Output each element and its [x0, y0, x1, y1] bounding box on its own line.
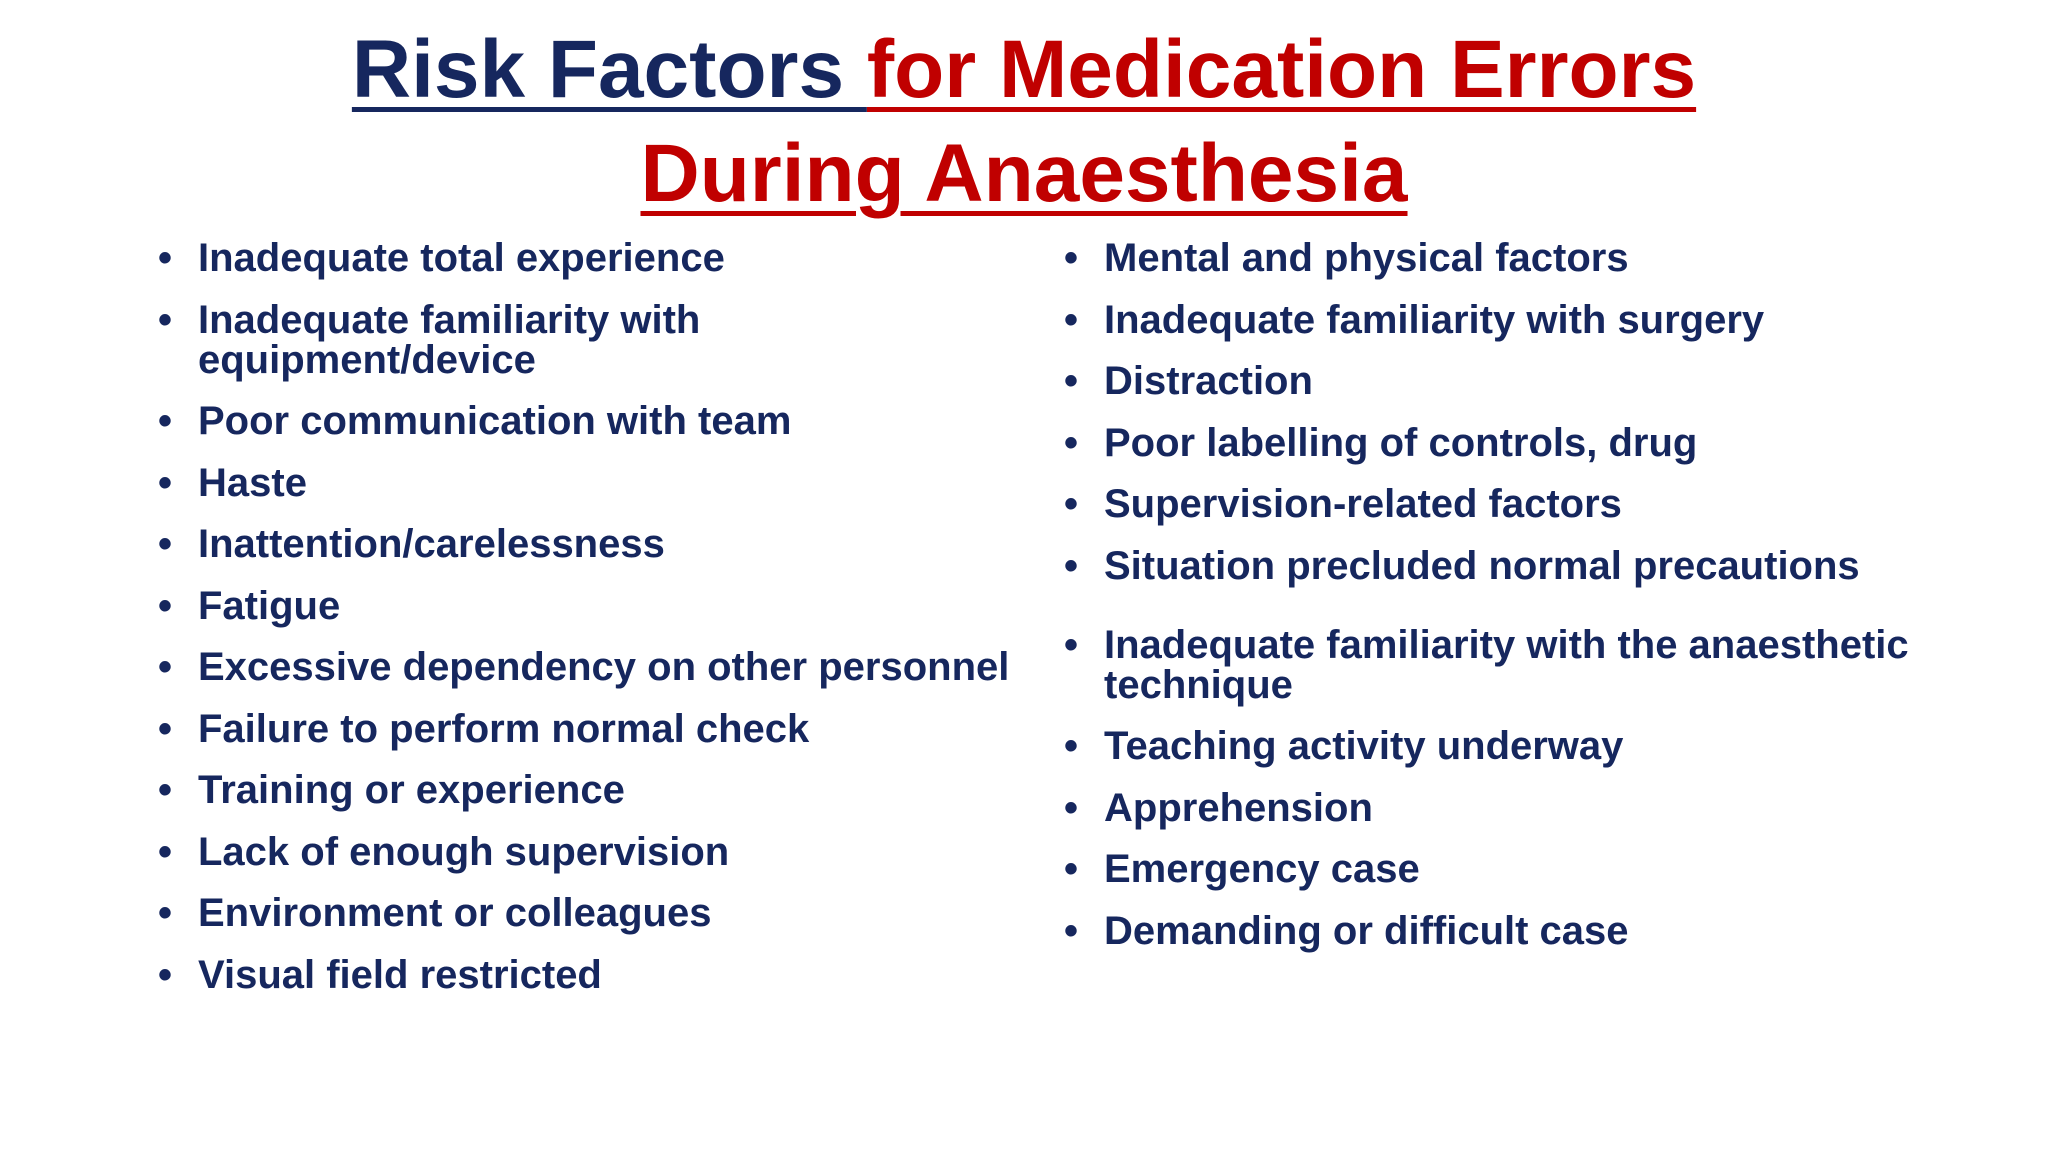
- list-item-text: Mental and physical factors: [1104, 236, 1629, 280]
- list-item: [1064, 726, 1994, 766]
- list-item: [1064, 849, 1994, 889]
- list-item-text: Failure to perform normal check: [198, 706, 810, 751]
- title-part-2: for Medication Errors: [866, 24, 1697, 115]
- list-item: [1064, 297, 1994, 342]
- list-item-text: Demanding or difficult case: [1104, 908, 1629, 953]
- bullet-icon: •: [158, 583, 173, 628]
- right-bullet-list: [1064, 238, 1994, 972]
- list-item-text: Poor communication with team: [198, 399, 792, 443]
- list-item-text: Visual field restricted: [198, 952, 602, 997]
- list-item: [158, 952, 1018, 997]
- bullet-icon: •: [1064, 236, 1079, 280]
- bullet-icon: •: [158, 460, 173, 505]
- list-item-text: Environment or colleagues: [198, 891, 712, 935]
- list-item-text: Poor labelling of controls, drug: [1104, 420, 1698, 465]
- bullet-icon: •: [1064, 908, 1079, 953]
- bullet-icon: •: [158, 706, 173, 751]
- bullet-icon: •: [1064, 420, 1079, 465]
- list-item: [1064, 238, 1994, 278]
- list-item: [1064, 908, 1994, 953]
- list-item-text: Apprehension: [1104, 785, 1373, 830]
- list-item-text: Excessive dependency on other personnel: [198, 645, 1010, 689]
- bullet-icon: •: [1064, 543, 1079, 588]
- list-item: [1064, 543, 1994, 588]
- bullet-icon: •: [1064, 724, 1079, 768]
- list-item: [1064, 785, 1994, 830]
- list-item: [158, 297, 1018, 382]
- list-item: [1064, 484, 1994, 524]
- bullet-icon: •: [158, 952, 173, 997]
- list-item: [158, 401, 1018, 441]
- list-item-text: Teaching activity underway: [1104, 724, 1624, 768]
- list-item: [158, 706, 1018, 751]
- bullet-icon: •: [1064, 785, 1079, 830]
- list-item-text: Distraction: [1104, 359, 1313, 403]
- title-line-2: During Anaesthesia: [640, 128, 1408, 219]
- list-item-text: Haste: [198, 460, 307, 505]
- list-item: [158, 893, 1018, 933]
- bullet-icon: •: [1064, 622, 1079, 667]
- bullet-icon: •: [158, 891, 173, 935]
- bullet-icon: •: [158, 236, 173, 280]
- list-item: [158, 647, 1018, 687]
- bullet-icon: •: [1064, 359, 1079, 403]
- list-item: [158, 583, 1018, 628]
- list-item-text: Inadequate familiarity with surgery: [1104, 297, 1765, 342]
- title-part-1: Risk Factors: [351, 24, 867, 115]
- bullet-icon: •: [158, 522, 173, 566]
- bullet-icon: •: [158, 829, 173, 874]
- list-item: [1064, 420, 1994, 465]
- list-item-text: Inadequate familiarity with the anaesthetic technique: [1104, 622, 1909, 707]
- list-item: [158, 460, 1018, 505]
- list-item-text: Situation precluded normal precautions: [1104, 543, 1860, 588]
- list-item-text: Inadequate familiarity with equipment/device: [198, 297, 701, 382]
- bullet-icon: •: [1064, 482, 1079, 526]
- list-item: [158, 770, 1018, 810]
- bullet-icon: •: [1064, 847, 1079, 891]
- bullet-icon: •: [1064, 297, 1079, 342]
- bullet-icon: •: [158, 297, 173, 342]
- list-item-text: Supervision-related factors: [1104, 482, 1622, 526]
- bullet-icon: •: [158, 768, 173, 812]
- bullet-icon: •: [158, 645, 173, 689]
- left-bullet-list: [158, 238, 1018, 1016]
- list-item-text: Emergency case: [1104, 847, 1420, 891]
- list-item-text: Inadequate total experience: [198, 236, 725, 280]
- list-item: [158, 524, 1018, 564]
- list-item-text: Inattention/carelessness: [198, 522, 665, 566]
- list-item-text: Training or experience: [198, 768, 625, 812]
- list-item: [1064, 361, 1994, 401]
- list-item: [158, 238, 1018, 278]
- list-item: [1064, 622, 1994, 707]
- bullet-icon: •: [158, 399, 173, 443]
- slide-title: [0, 18, 2048, 226]
- list-item: [158, 829, 1018, 874]
- list-item-text: Lack of enough supervision: [198, 829, 730, 874]
- list-item-text: Fatigue: [198, 583, 341, 628]
